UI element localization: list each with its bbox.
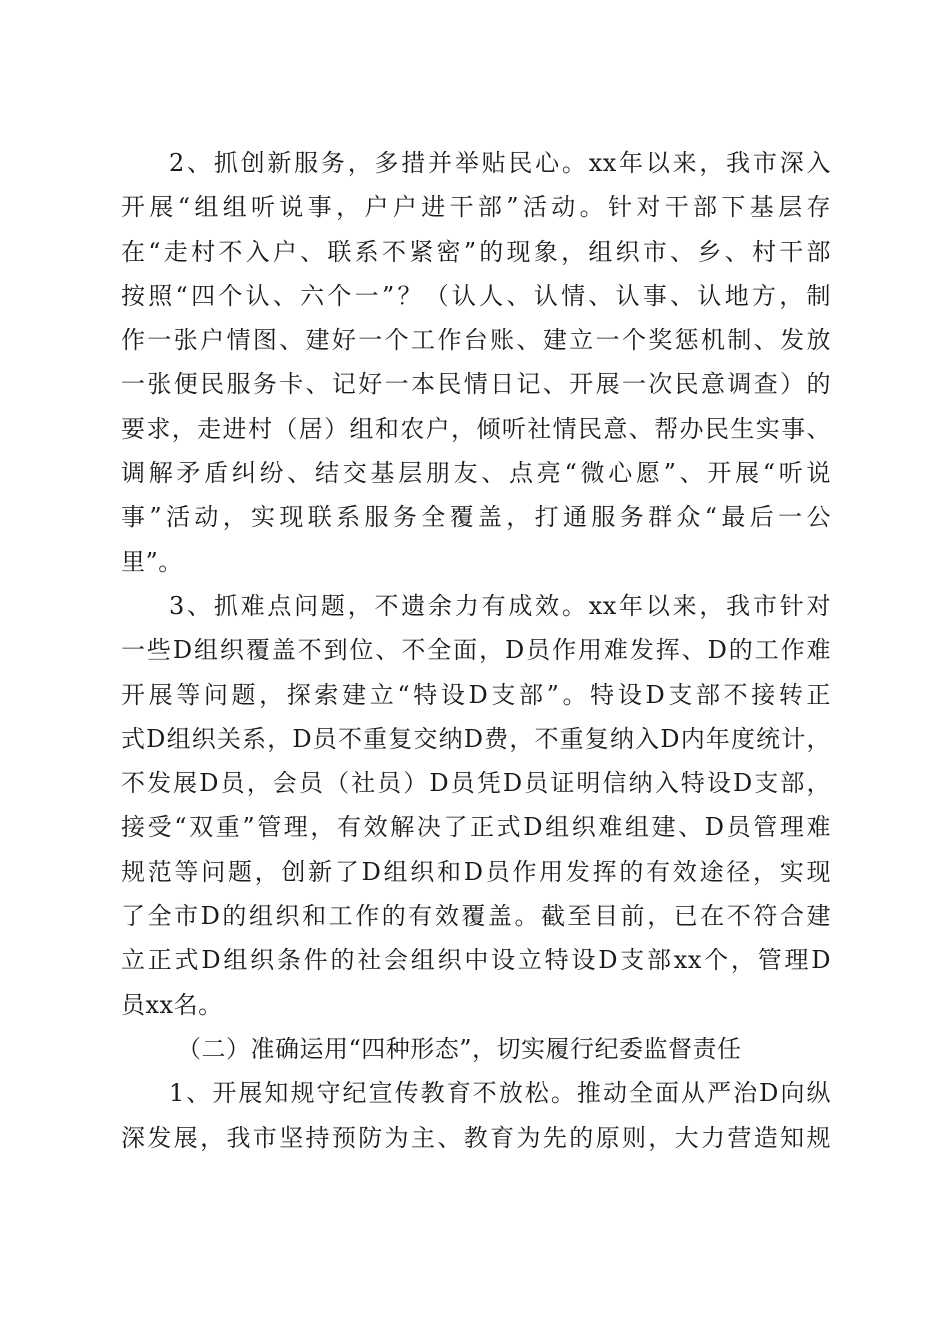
paragraph-2-line-10: 里”。	[121, 547, 183, 576]
paragraph-3-line-8: 了全市D的组织和工作的有效覆盖。截至目前，已在不符合建	[121, 902, 831, 931]
paragraph-2-line-1: 2、抓创新服务，多措并举贴民心。xx年以来，我市深入	[169, 149, 831, 177]
paragraph-2-line-5: 作一张户情图、建好一个工作台账、建立一个奖惩机制、发放	[121, 326, 831, 355]
paragraph-2-line-2: 开展“组组听说事，户户进干部”活动。针对干部下基层存	[121, 193, 831, 222]
paragraph-3-line-3: 开展等问题，探索建立“特设D支部”。特设D支部不接转正	[121, 680, 831, 709]
paragraph-2-line-8: 调解矛盾纠纷、结交基层朋友、点亮“微心愿”、开展“听说	[121, 459, 831, 488]
paragraph-2-line-9: 事”活动，实现联系服务全覆盖，打通服务群众“最后一公	[121, 503, 831, 532]
paragraph-3-line-2: 一些D组织覆盖不到位、不全面，D员作用难发挥、D的工作难	[121, 636, 831, 665]
paragraph-3-line-7: 规范等问题，创新了D组织和D员作用发挥的有效途径，实现	[121, 857, 831, 886]
paragraph-4-line-1: 1、开展知规守纪宣传教育不放松。推动全面从严治D向纵	[169, 1079, 831, 1108]
paragraph-3-line-10: 员xx名。	[121, 990, 223, 1019]
paragraph-3-line-1: 3、抓难点问题，不遗余力有成效。xx年以来，我市针对	[169, 591, 831, 620]
paragraph-3-line-6: 接受“双重”管理，有效解决了正式D组织难组建、D员管理难	[121, 813, 831, 842]
section-heading: （二）准确运用“四种形态”，切实履行纪委监督责任	[177, 1034, 742, 1063]
document-body	[121, 141, 831, 1160]
paragraph-4-line-2: 深发展，我市坚持预防为主、教育为先的原则，大力营造知规	[121, 1123, 831, 1152]
paragraph-2-line-3: 在“走村不入户、联系不紧密”的现象，组织市、乡、村干部	[121, 237, 831, 266]
paragraph-3-line-4: 式D组织关系，D员不重复交纳D费，不重复纳入D内年度统计，	[121, 724, 831, 753]
paragraph-3-line-5: 不发展D员，会员（社员）D员凭D员证明信纳入特设D支部，	[121, 769, 831, 798]
paragraph-2-line-7: 要求，走进村（居）组和农户，倾听社情民意、帮办民生实事、	[121, 414, 831, 443]
paragraph-2-line-6: 一张便民服务卡、记好一本民情日记、开展一次民意调查）的	[121, 370, 831, 399]
paragraph-2-line-4: 按照“四个认、六个一”？（认人、认情、认事、认地方，制	[121, 281, 831, 310]
paragraph-3-line-9: 立正式D组织条件的社会组织中设立特设D支部xx个，管理D	[121, 946, 831, 975]
